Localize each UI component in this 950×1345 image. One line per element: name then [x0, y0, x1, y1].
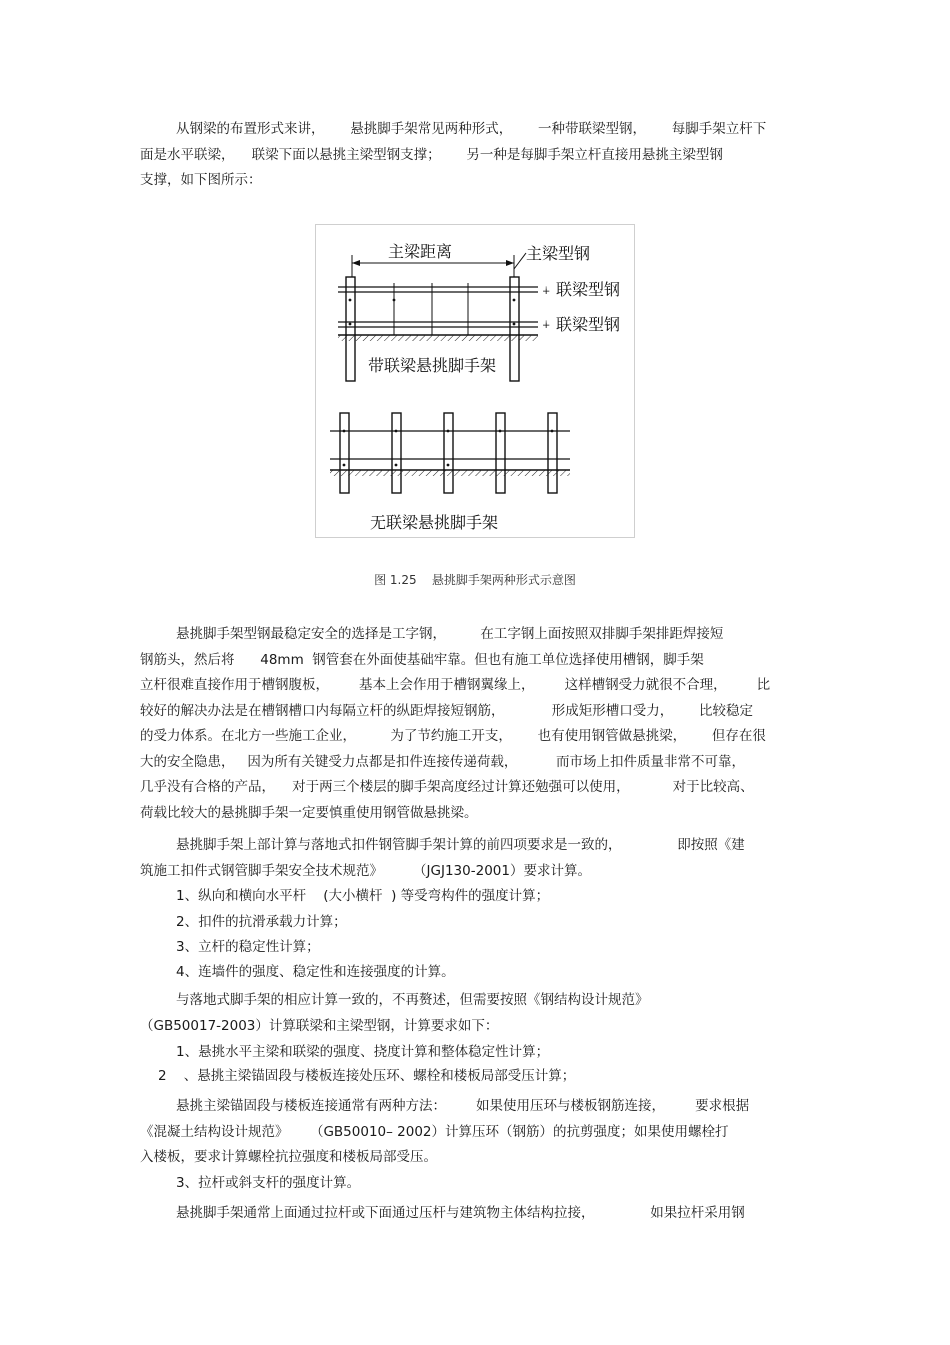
paragraph-tie-rod — [140, 1201, 810, 1227]
p2-line-4: 较好的解决办法是在槽钢槽口内每隔立杆的纵距焊接短钢筋， 形成矩形槽口受力， 比较稳定 — [140, 702, 753, 719]
item-3-tie-rod: 3、拉杆或斜支杆的强度计算。 — [176, 1175, 361, 1191]
intro-line-1: 从钢梁的布置形式来讲， 悬挑脚手架常见两种形式， 一种带联梁型钢， 每脚手架立杆下 — [176, 121, 767, 137]
tie-beam-label-2: 联梁型钢 — [556, 315, 621, 334]
tie-beam-label-1: 联梁型钢 — [556, 280, 621, 299]
p2-line-3: 立杆很难直接作用于槽钢腹板， 基本上会作用于槽钢翼缘上， 这样槽钢受力就很不合理， 比 — [140, 677, 771, 693]
p2-line-5: 的受力体系。在北方一些施工企业， 为了节约施工开支， 也有使用钢管做悬挑梁， 但存在很 — [140, 728, 766, 744]
intro-paragraph — [140, 117, 810, 194]
p2-line-7: 几乎没有合格的产品， 对于两三个楼层的脚手架高度经过计算还勉强可以使用， 对于比较高、 — [140, 779, 754, 795]
p6-line-1: 悬挑脚手架通常上面通过拉杆或下面通过压杆与建筑物主体结构拉接， 如果拉杆采用钢 — [176, 1205, 745, 1221]
paragraph-upper-calc — [140, 833, 810, 884]
list2-item-1: 1、悬挑水平主梁和联梁的强度、挠度计算和整体稳定性计算； — [176, 1044, 550, 1060]
main-distance-label: 主梁距离 — [388, 242, 453, 261]
with-tie-title: 带联梁悬挑脚手架 — [368, 356, 497, 375]
p5-line-2: 《混凝土结构设计规范》 （GB50010– 2002）计算压环（钢筋）的抗剪强度；如果使用螺栓打 — [140, 1123, 729, 1140]
p3-line-1: 悬挑脚手架上部计算与落地式扣件钢管脚手架计算的前四项要求是一致的， 即按照《建 — [176, 837, 745, 853]
p2-line-1: 悬挑脚手架型钢最稳定安全的选择是工字钢， 在工字钢上面按照双排脚手架排距焊接短 — [176, 626, 724, 642]
p2-line-2: 钢筋头，然后将 48mm 钢管套在外面使基础牢靠。但也有施工单位选择使用槽钢，脚手架 — [140, 651, 704, 668]
list2-item-2: 2 、悬挑主梁锚固段与楼板连接处压环、螺栓和楼板局部受压计算； — [158, 1068, 576, 1084]
p5-line-3: 入楼板，要求计算螺栓抗拉强度和楼板局部受压。 — [140, 1149, 437, 1165]
diagram-without-tie-beam — [330, 413, 570, 532]
without-tie-title: 无联梁悬挑脚手架 — [370, 513, 499, 532]
paragraph-steel-code — [140, 988, 810, 1039]
main-beam-label: 主梁型钢 — [526, 244, 591, 263]
p4-line-2: （GB50017-2003）计算联梁和主梁型钢，计算要求如下： — [140, 1017, 499, 1034]
diagram-with-tie-beam — [338, 242, 620, 381]
list1-item-4: 4、连墙件的强度、稳定性和连接强度的计算。 — [176, 964, 455, 980]
intro-line-2: 面是水平联梁， 联梁下面以悬挑主梁型钢支撑； 另一种是每脚手架立杆直接用悬挑主梁型钢 — [140, 146, 723, 163]
p2-line-8: 荷载比较大的悬挑脚手架一定要慎重使用钢管做悬挑梁。 — [140, 804, 478, 821]
list1-item-2: 2、扣件的抗滑承载力计算； — [176, 914, 347, 930]
paragraph-steel-choice — [140, 622, 810, 826]
svg-text:∔: ∔ — [542, 320, 551, 331]
p4-line-1: 与落地式脚手架的相应计算一致的，不再赘述，但需要按照《钢结构设计规范》 — [176, 992, 649, 1008]
svg-text:∔: ∔ — [542, 286, 551, 297]
scaffold-figure — [315, 224, 635, 538]
p5-line-1: 悬挑主梁锚固段与楼板连接通常有两种方法： 如果使用压环与楼板钢筋连接， 要求根据 — [176, 1098, 750, 1114]
paragraph-anchorage — [140, 1094, 810, 1171]
intro-line-3: 支撑，如下图所示： — [140, 172, 262, 188]
list1-item-3: 3、立杆的稳定性计算； — [176, 939, 320, 955]
p3-line-2: 筑施工扣件式钢管脚手架安全技术规范》 （JGJ130-2001）要求计算。 — [140, 862, 591, 879]
scaffold-diagram — [316, 225, 634, 537]
p2-line-6: 大的安全隐患， 因为所有关键受力点都是扣件连接传递荷载， 而市场上扣件质量非常不可靠， — [140, 753, 745, 770]
figure-caption: 图 1.25 悬挑脚手架两种形式示意图 — [374, 573, 576, 587]
list1-item-1: 1、纵向和横向水平杆 (大小横杆 ) 等受弯构件的强度计算； — [176, 888, 550, 904]
